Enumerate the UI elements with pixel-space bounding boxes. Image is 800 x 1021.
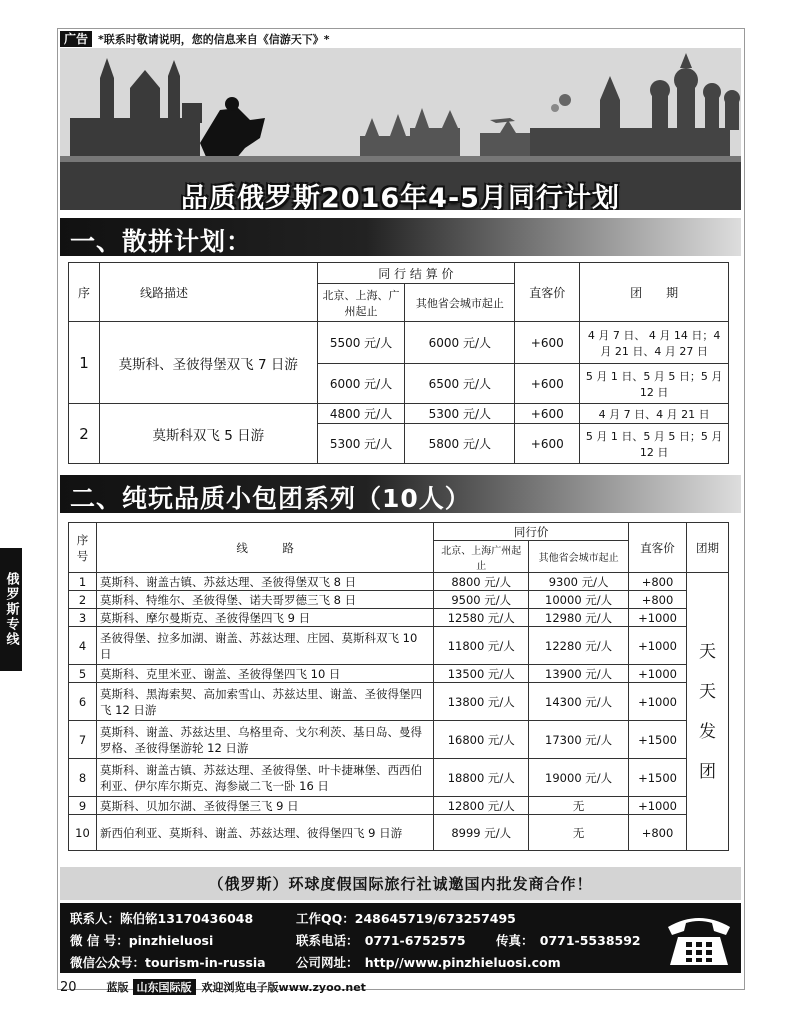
price-beijing: 4800 元/人: [317, 404, 405, 424]
side-tab-russia: 俄罗斯专线: [0, 548, 22, 671]
price-beijing: 6000 元/人: [317, 364, 405, 404]
price-direct: +1000: [629, 665, 687, 683]
col-peer-price: 同 行 结 算 价: [317, 263, 515, 284]
row-route: 莫斯科双飞 5 日游: [99, 404, 317, 464]
price-other: 19000 元/人: [529, 759, 629, 797]
table-row: [69, 591, 729, 609]
ad-header: [60, 30, 740, 48]
price-direct: +600: [515, 404, 580, 424]
ad-tag: 广告: [60, 31, 92, 47]
table-row: [69, 665, 729, 683]
price-direct: +800: [629, 815, 687, 851]
col-route: 线 路: [96, 523, 433, 573]
row-route: 莫斯科、谢盖、苏兹达里、乌格里奇、戈尔利茨、基日岛、曼得罗格、圣彼得堡游轮 12 日游: [96, 721, 433, 759]
row-seq: 2: [69, 591, 97, 609]
col-direct: 直客价: [515, 263, 580, 322]
row-route: 圣彼得堡、拉多加湖、谢盖、苏兹达理、庄园、莫斯科双飞 10 日: [96, 627, 433, 665]
price-other: 10000 元/人: [529, 591, 629, 609]
contact-qq: 工作QQ：248645719/673257495: [296, 911, 516, 926]
row-seq: 3: [69, 609, 97, 627]
row-seq: 6: [69, 683, 97, 721]
table-row: [69, 683, 729, 721]
col-dates: 团期: [687, 523, 729, 573]
col-other: 其他省会城市起止: [529, 541, 629, 573]
price-direct: +1500: [629, 721, 687, 759]
contact-wechat: 微 信 号：pinzhieluosi: [70, 933, 214, 948]
col-beijing: 北京、上海广州起止: [434, 541, 529, 573]
section-label: 山东国际版: [133, 979, 196, 995]
contact-person: 联系人：陈伯铭13170436048: [70, 911, 254, 926]
edition-label: 蓝版: [106, 981, 129, 994]
row-seq: 10: [69, 815, 97, 851]
row-seq: 1: [69, 322, 100, 404]
tour-dates: 5 月 1 日、5 月 5 日；5 月 12 日: [580, 424, 729, 464]
price-beijing: 11800 元/人: [434, 627, 529, 665]
price-other: 13900 元/人: [529, 665, 629, 683]
section1-header: [60, 218, 741, 256]
row-route: 莫斯科、贝加尔湖、圣彼得堡三飞 9 日: [96, 797, 433, 815]
price-beijing: 5500 元/人: [317, 322, 405, 364]
page-footer: [60, 978, 741, 996]
table-row: [69, 721, 729, 759]
price-beijing: 12580 元/人: [434, 609, 529, 627]
price-direct: +800: [629, 573, 687, 591]
table-row: [69, 759, 729, 797]
price-direct: +1000: [629, 627, 687, 665]
row-seq: 4: [69, 627, 97, 665]
row-route: 莫斯科、圣彼得堡双飞 7 日游: [99, 322, 317, 404]
section2-title: 二、纯玩品质小包团系列（10人）: [70, 484, 471, 513]
price-direct: +600: [515, 424, 580, 464]
price-other: 12280 元/人: [529, 627, 629, 665]
banner-image: [60, 48, 741, 210]
price-other: 5300 元/人: [405, 404, 515, 424]
price-other: 9300 元/人: [529, 573, 629, 591]
price-other: 无: [529, 797, 629, 815]
row-seq: 7: [69, 721, 97, 759]
telephone-icon: [664, 909, 734, 969]
price-beijing: 5300 元/人: [317, 424, 405, 464]
section2-header: [60, 475, 741, 513]
price-beijing: 12800 元/人: [434, 797, 529, 815]
price-direct: +1000: [629, 609, 687, 627]
row-seq: 1: [69, 573, 97, 591]
contact-bar: [60, 903, 741, 973]
price-other: 6500 元/人: [405, 364, 515, 404]
price-direct: +1500: [629, 759, 687, 797]
price-direct: +1000: [629, 683, 687, 721]
ad-notice: *联系时敬请说明，您的信息来自《信游天下》*: [98, 33, 330, 46]
tour-dates: 5 月 1 日、5 月 5 日；5 月 12 日: [580, 364, 729, 404]
price-direct: +600: [515, 322, 580, 364]
table-row: [69, 815, 729, 851]
row-seq: 9: [69, 797, 97, 815]
price-beijing: 8999 元/人: [434, 815, 529, 851]
row-route: 莫斯科、克里米亚、谢盖、圣彼得堡四飞 10 日: [96, 665, 433, 683]
price-beijing: 8800 元/人: [434, 573, 529, 591]
price-direct: +600: [515, 364, 580, 404]
col-other: 其他省会城市起止: [405, 284, 515, 322]
tour-dates: 4 月 7 日、4 月 21 日: [580, 404, 729, 424]
contact-fax: 传真： 0771-5538592: [496, 933, 641, 948]
price-other: 无: [529, 815, 629, 851]
section1-title: 一、散拼计划：: [70, 227, 253, 256]
footer-note[interactable]: 欢迎浏览电子版www.zyoo.net: [201, 981, 366, 994]
contact-website: 公司网址： http//www.pinzhieluosi.com: [296, 955, 561, 970]
small-group-table: [68, 522, 729, 851]
invite-banner: （俄罗斯）环球度假国际旅行社诚邀国内批发商合作！: [60, 867, 741, 900]
table-row: [69, 322, 729, 364]
col-route: 线路描述: [99, 263, 317, 322]
price-other: 5800 元/人: [405, 424, 515, 464]
row-route: 莫斯科、特维尔、圣彼得堡、诺夫哥罗德三飞 8 日: [96, 591, 433, 609]
price-other: 17300 元/人: [529, 721, 629, 759]
table-row: [69, 404, 729, 424]
contact-phone: 联系电话： 0771-6752575: [296, 933, 466, 948]
col-beijing: 北京、上海、广州起止: [317, 284, 405, 322]
price-beijing: 9500 元/人: [434, 591, 529, 609]
row-seq: 8: [69, 759, 97, 797]
price-beijing: 16800 元/人: [434, 721, 529, 759]
price-other: 14300 元/人: [529, 683, 629, 721]
row-route: 莫斯科、谢盖古镇、苏兹达理、圣彼得堡双飞 8 日: [96, 573, 433, 591]
tour-dates: 4 月 7 日、 4 月 14 日；4 月 21 日、4 月 27 日: [580, 322, 729, 364]
price-other: 6000 元/人: [405, 322, 515, 364]
row-route: 新西伯利亚、莫斯科、谢盖、苏兹达理、彼得堡四飞 9 日游: [96, 815, 433, 851]
col-peer-price: 同行价: [434, 523, 629, 541]
row-seq: 2: [69, 404, 100, 464]
price-direct: +1000: [629, 797, 687, 815]
row-seq: 5: [69, 665, 97, 683]
col-seq: 序: [69, 263, 100, 322]
col-direct: 直客价: [629, 523, 687, 573]
row-route: 莫斯科、谢盖古镇、苏兹达理、圣彼得堡、叶卡捷琳堡、西西伯利亚、伊尔库尔斯克、海参崴二飞一卧 16 日: [96, 759, 433, 797]
col-seq: 序号: [69, 523, 97, 573]
table-row: [69, 609, 729, 627]
contact-public-account: 微信公众号：tourism-in-russia: [70, 955, 266, 970]
price-other: 12980 元/人: [529, 609, 629, 627]
banner-title: 品质俄罗斯2016年4-5月同行计划: [181, 183, 620, 210]
table-row: [69, 627, 729, 665]
row-route: 莫斯科、摩尔曼斯克、圣彼得堡四飞 9 日: [96, 609, 433, 627]
daily-departure: 天天发团: [687, 573, 729, 851]
price-beijing: 13800 元/人: [434, 683, 529, 721]
price-direct: +800: [629, 591, 687, 609]
table-row: [69, 573, 729, 591]
table-row: [69, 797, 729, 815]
price-beijing: 18800 元/人: [434, 759, 529, 797]
page-number: 20: [60, 979, 77, 995]
price-beijing: 13500 元/人: [434, 665, 529, 683]
group-tour-table: [68, 262, 729, 464]
col-dates: 团 期: [580, 263, 729, 322]
row-route: 莫斯科、黑海索契、高加索雪山、苏兹达里、谢盖、圣彼得堡四飞 12 日游: [96, 683, 433, 721]
